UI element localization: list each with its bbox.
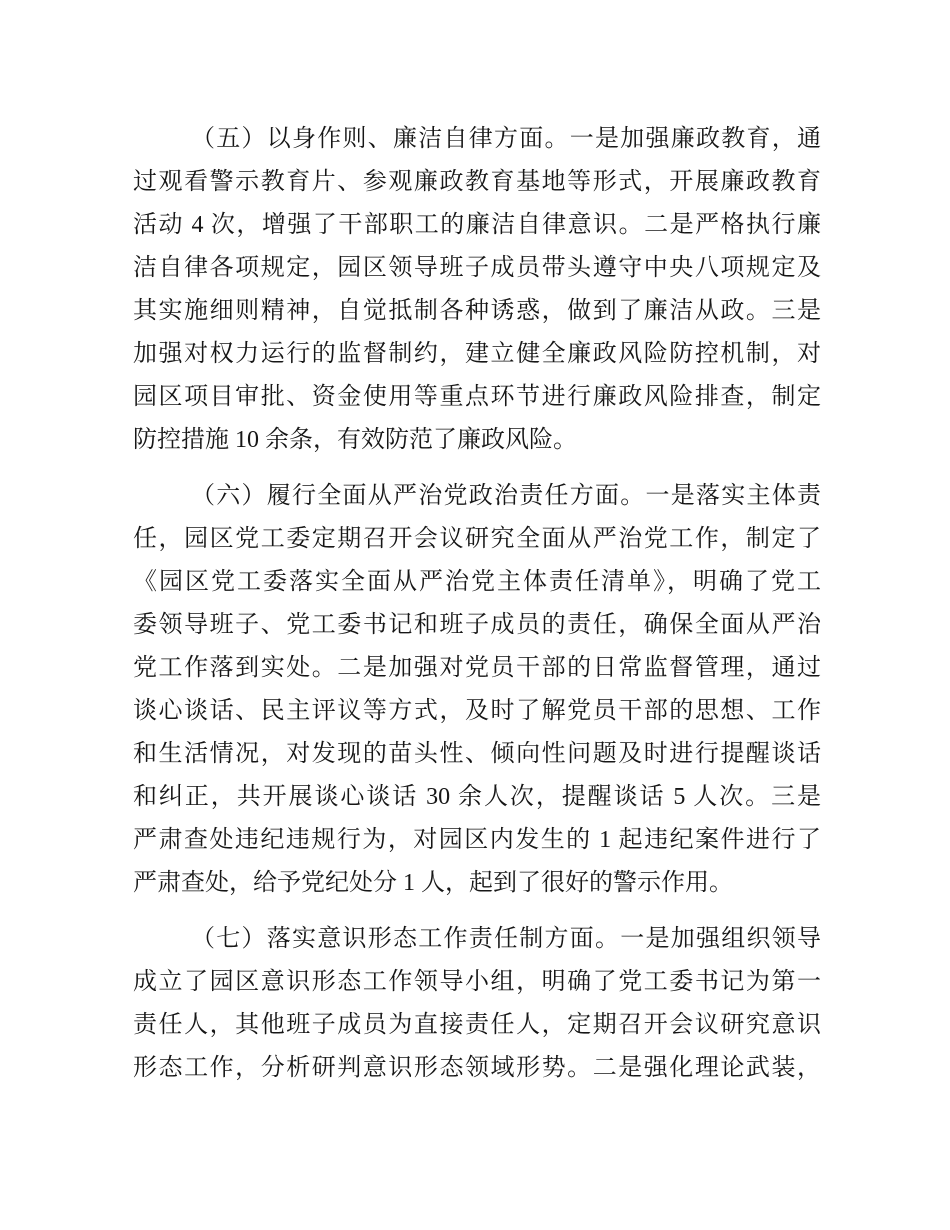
text-line: 任，园区党工委定期召开会议研究全面从严治党工作，制定了: [133, 526, 821, 552]
text-line: 委领导班子、党工委书记和班子成员的责任，确保全面从严治: [133, 612, 821, 638]
section-6-party-governance-responsibility: [133, 475, 821, 905]
text-line: 成立了园区意识形态工作领导小组，明确了党工委书记为第一: [133, 969, 821, 995]
text-line: （五）以身作则、廉洁自律方面。一是加强廉政教育，通: [191, 126, 821, 152]
text-line: 其实施细则精神，自觉抵制各种诱惑，做到了廉洁从政。三是: [133, 298, 821, 324]
text-line: 形态工作，分析研判意识形态领域形势。二是强化理论武装，: [133, 1055, 821, 1081]
text-line: 党工作落到实处。二是加强对党员干部的日常监督管理，通过: [133, 655, 821, 681]
text-line: 洁自律各项规定，园区领导班子成员带头遵守中央八项规定及: [133, 255, 821, 281]
text-line: 过观看警示教育片、参观廉政教育基地等形式，开展廉政教育: [133, 169, 821, 195]
section-5-integrity-self-discipline: [133, 118, 821, 462]
text-line: 严肃查处违纪违规行为，对园区内发生的 1 起违纪案件进行了: [133, 827, 821, 853]
text-line: 严肃查处，给予党纪处分 1 人，起到了很好的警示作用。: [133, 870, 733, 896]
text-line: 加强对权力运行的监督制约，建立健全廉政风险防控机制，对: [133, 341, 821, 367]
section-7-ideology-work-responsibility: [133, 918, 821, 1090]
text-line: 《园区党工委落实全面从严治党主体责任清单》，明确了党工: [133, 569, 821, 595]
text-line: （七）落实意识形态工作责任制方面。一是加强组织领导: [191, 926, 821, 952]
text-line: 和生活情况，对发现的苗头性、倾向性问题及时进行提醒谈话: [133, 741, 821, 767]
text-line: 和纠正，共开展谈心谈话 30 余人次，提醒谈话 5 人次。三是: [133, 784, 821, 810]
text-column: [133, 118, 821, 1090]
text-line: 防控措施 10 余条，有效防范了廉政风险。: [133, 427, 577, 453]
text-line: （六）履行全面从严治党政治责任方面。一是落实主体责: [191, 483, 821, 509]
text-line: 活动 4 次，增强了干部职工的廉洁自律意识。二是严格执行廉: [133, 212, 821, 238]
text-line: 园区项目审批、资金使用等重点环节进行廉政风险排查，制定: [133, 384, 821, 410]
text-line: 谈心谈话、民主评议等方式，及时了解党员干部的思想、工作: [133, 698, 821, 724]
text-line: 责任人，其他班子成员为直接责任人，定期召开会议研究意识: [133, 1012, 821, 1038]
